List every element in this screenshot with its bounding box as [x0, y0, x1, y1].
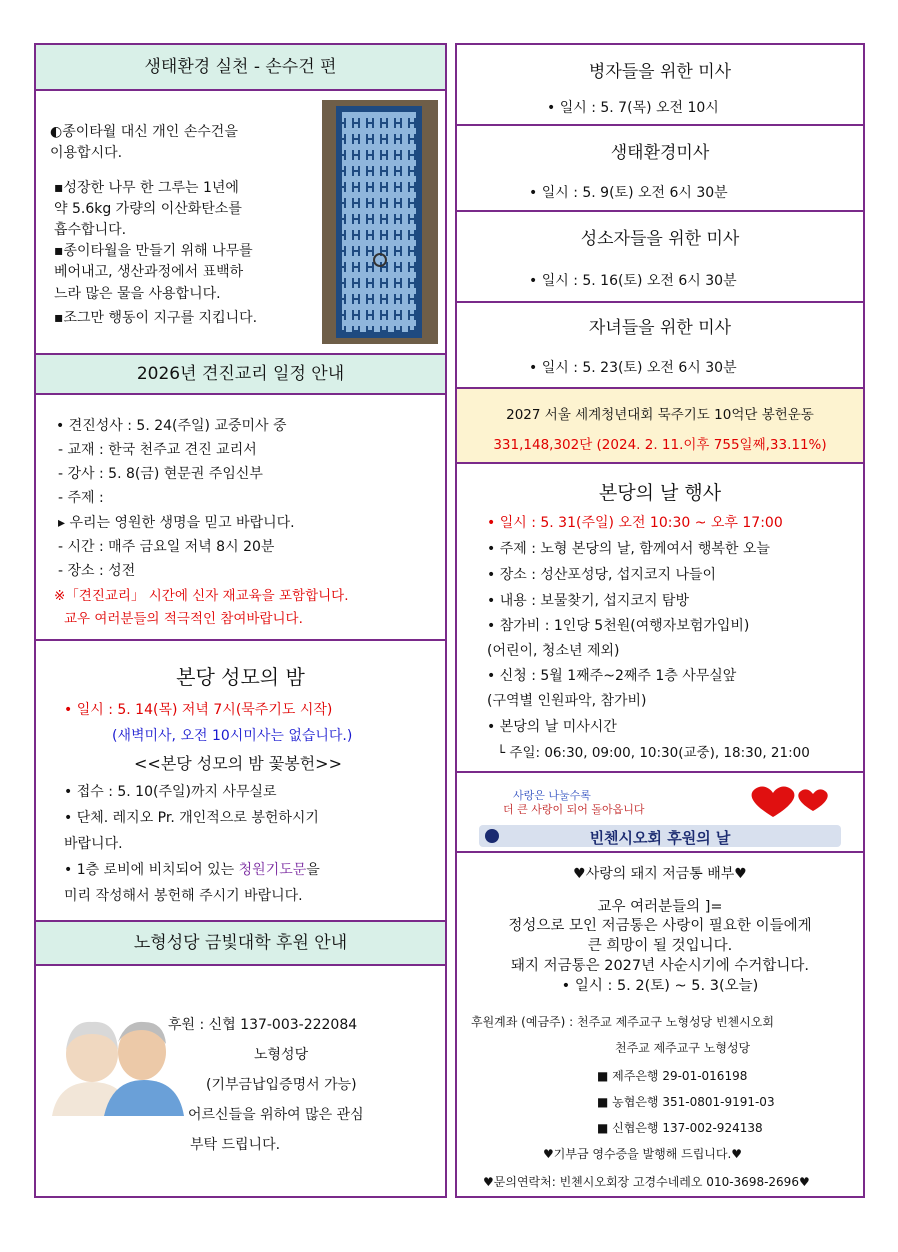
mary-night-item: 미리 작성해서 봉헌해 주시기 바랍니다.	[64, 888, 303, 904]
mass-children-title: 자녀들을 위한 미사	[588, 318, 732, 338]
elderly-couple-image	[46, 1012, 186, 1116]
bank-account: ■ 제주은행 29-01-016198	[597, 1069, 748, 1083]
mary-night-subtitle: <<본당 성모의 밤 꽃봉헌>>	[134, 754, 342, 773]
parish-day-section	[455, 462, 865, 773]
mary-night-note: (새벽미사, 오전 10시미사는 없습니다.)	[112, 728, 353, 744]
catechism-line: - 주제 :	[58, 490, 104, 506]
mass-eco-line: • 일시 : 5. 9(토) 오전 6시 30분	[529, 185, 728, 201]
piggy-bank-line: 돼지 저금통은 2027년 사순시기에 수거합니다.	[510, 958, 810, 974]
piggy-bank-line: • 일시 : 5. 2(토) ~ 5. 3(오늘)	[561, 978, 759, 994]
eco-line: ◐종이타월 대신 개인 손수건을	[50, 124, 238, 140]
parish-day-line: • 주제 : 노형 본당의 날, 함께여서 행복한 오늘	[487, 541, 770, 557]
college-line: 후원 : 신협 137-003-222084	[168, 1017, 358, 1033]
catechism-line: - 강사 : 5. 8(금) 현문권 주임신부	[58, 466, 263, 482]
college-line: 부탁 드립니다.	[190, 1137, 281, 1153]
catechism-note: ※「견진교리」 시간에 신자 재교육을 포함합니다.	[54, 588, 349, 604]
banner-line: 사랑은 나눌수록	[513, 789, 591, 802]
eco-line: 베어내고, 생산과정에서 표백하	[54, 264, 244, 280]
piggy-bank-section	[455, 851, 865, 1198]
eco-line: 흡수합니다.	[54, 222, 127, 238]
eco-line: 느라 많은 물을 사용합니다.	[54, 286, 221, 302]
mary-night-item: • 단체. 레지오 Pr. 개인적으로 봉헌하시기	[64, 810, 319, 826]
eco-line: 약 5.6kg 가량의 이산화탄소를	[54, 201, 242, 217]
piggy-bank-title: ♥사랑의 돼지 저금통 배부♥	[573, 866, 747, 882]
mary-night-date: • 일시 : 5. 14(목) 저녁 7시(묵주기도 시작)	[64, 702, 333, 718]
catechism-line: • 견진성사 : 5. 24(주일) 교중미사 중	[56, 418, 287, 434]
parish-day-line: • 본당의 날 미사시간	[487, 719, 617, 735]
piggy-bank-line: 교우 여러분들의 ]=	[597, 899, 723, 915]
rosary-campaign-count: 331,148,302단 (2024. 2. 11.이후 755일째,33.11%)	[493, 437, 827, 453]
mass-children-line: • 일시 : 5. 23(토) 오전 6시 30분	[529, 360, 737, 376]
eco-title: 생태환경 실천 - 손수건 편	[36, 45, 445, 91]
catechism-line: - 시간 : 매주 금요일 저녁 8시 20분	[58, 539, 275, 555]
receipt-note: ♥기부금 영수증을 발행해 드립니다.♥	[543, 1147, 743, 1161]
contact-info: ♥문의연락처: 빈첸시오회장 고경수네레오 010-3698-2696♥	[483, 1175, 810, 1189]
mass-vocation-title: 성소자들을 위한 미사	[580, 229, 740, 249]
eco-line: ▪종이타월을 만들기 위해 나무를	[54, 243, 253, 259]
catechism-line: - 교재 : 한국 천주교 견진 교리서	[58, 442, 257, 458]
mass-sick-title: 병자들을 위한 미사	[588, 62, 732, 82]
eco-line: 이용합시다.	[50, 145, 123, 161]
mary-night-title: 본당 성모의 밤	[176, 665, 305, 689]
college-title: 노형성당 금빛대학 후원 안내	[36, 922, 445, 966]
petition-prayer-highlight: 청원기도문	[238, 862, 307, 878]
heart-icon	[743, 781, 839, 821]
rosary-campaign-title: 2027 서울 세계청년대회 묵주기도 10억단 봉헌운동	[506, 407, 814, 423]
parish-day-line: (어린이, 청소년 제외)	[487, 643, 620, 659]
catechism-line: - 장소 : 성전	[58, 563, 136, 579]
parish-day-line: • 내용 : 보물찾기, 섭지코지 탐방	[487, 593, 689, 609]
mass-vocation-line: • 일시 : 5. 16(토) 오전 6시 30분	[529, 273, 737, 289]
bank-account: ■ 신협은행 137-002-924138	[597, 1121, 763, 1135]
mary-night-section	[34, 639, 447, 922]
college-line: 어르신들을 위하여 많은 관심	[188, 1107, 364, 1123]
catechism-title: 2026년 견진교리 일정 안내	[36, 355, 445, 395]
parish-day-line: └ 주일: 06:30, 09:00, 10:30(교중), 18:30, 21:00	[497, 745, 810, 761]
parish-day-line: • 참가비 : 1인당 5천원(여행자보험가입비)	[487, 618, 750, 634]
mass-sick-section	[455, 43, 865, 126]
catechism-line: ▸ 우리는 영원한 생명을 믿고 바랍니다.	[58, 515, 295, 531]
mass-sick-line: • 일시 : 5. 7(목) 오전 10시	[547, 100, 719, 116]
bank-account: ■ 농협은행 351-0801-9191-03	[597, 1095, 775, 1109]
parish-day-line: • 신청 : 5월 1째주~2째주 1층 사무실앞	[487, 668, 737, 684]
mary-night-item-text: • 1층 로비에 비치되어 있는	[64, 862, 239, 878]
mary-night-item: • 접수 : 5. 10(주일)까지 사무실로	[64, 784, 277, 800]
vincent-banner	[455, 771, 865, 853]
parish-day-line: (구역별 인원파악, 참가비)	[487, 693, 647, 709]
parish-day-title: 본당의 날 행사	[598, 482, 722, 504]
mary-night-item-text: 을	[306, 862, 320, 878]
catechism-note: 교우 여러분들의 적극적인 참여바랍니다.	[64, 611, 303, 627]
college-line: (기부금납입증명서 가능)	[206, 1077, 357, 1093]
mary-night-item: 바랍니다.	[64, 836, 123, 852]
piggy-bank-line: 큰 희망이 될 것입니다.	[587, 938, 733, 954]
mary-night-item	[64, 859, 320, 879]
catechism-section	[34, 353, 447, 641]
parish-day-date: • 일시 : 5. 31(주일) 오전 10:30 ~ 오후 17:00	[487, 515, 783, 531]
college-section	[34, 920, 447, 1198]
mass-eco-section	[455, 124, 865, 212]
mass-eco-title: 생태환경미사	[610, 143, 710, 163]
eco-line: ▪조그만 행동이 지구를 지킵니다.	[54, 310, 258, 326]
mass-children-section	[455, 301, 865, 389]
eco-section	[34, 43, 447, 355]
banner-footer	[479, 825, 841, 847]
eco-line: ▪성장한 나무 한 그루는 1년에	[54, 180, 239, 196]
parish-day-line: • 장소 : 성산포성당, 섭지코지 나들이	[487, 567, 717, 583]
mass-vocation-section	[455, 210, 865, 303]
college-line: 노형성당	[254, 1047, 309, 1063]
banner-line: 더 큰 사랑이 되어 돌아옵니다	[503, 803, 645, 816]
banner-footer-label: 빈첸시오회 후원의 날	[589, 829, 731, 847]
piggy-bank-line: 정성으로 모인 저금통은 사랑이 필요한 이들에게	[508, 918, 812, 934]
account-holder-2: 천주교 제주교구 노형성당	[615, 1041, 751, 1055]
account-holder: 후원계좌 (예금주) : 천주교 제주교구 노형성당 빈첸시오회	[471, 1015, 774, 1029]
handkerchief-image	[322, 100, 438, 344]
rosary-campaign-section	[455, 387, 865, 464]
